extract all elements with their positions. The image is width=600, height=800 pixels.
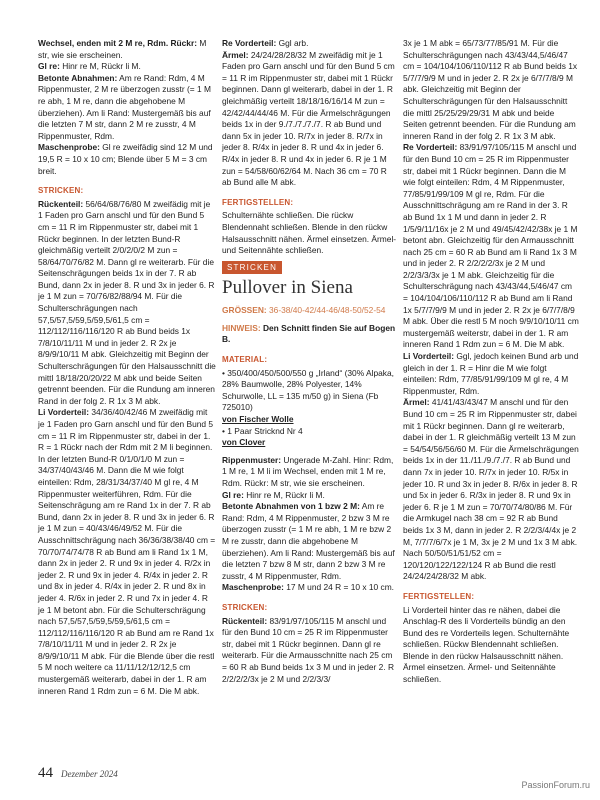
sizes-label: GRÖSSEN: [222,305,267,316]
section-heading: MATERIAL: [222,355,268,365]
paragraph-label: Betonte Abnahmen von 1 bzw 2 M: [222,501,360,512]
hint-text: Den Schnitt finden Sie auf Bogen B. [222,322,396,345]
paragraph-label: Rückenteil: [38,198,84,209]
hint-line [222,323,397,346]
material-brand: von Clover [222,437,266,448]
paragraph-label: Re Vorderteil: [403,142,458,153]
text-column-2 [222,38,397,685]
sizes-value: 36-38/40-42/44-46/48-50/52-54 [269,305,386,316]
paragraph: Re Vorderteil: 83/91/97/105/115 M anschl und für den Bund 10 cm = 25 R im Rippenmuster str, dabei mit 1 Rückr beginnen. Dann die M wie folgt einteilen: Rdm, 4 M Rippenmuster, 77/85/91/99/109 M gl re, Rdm. Für die Ausschnittschrägung am re Rand in der 3. R ab Bund 1x 1 M und dann in jeder 2. R 1/5/9/11/16x je 2 M und 49/45/42/42/38x je 1 M betont abn. Gleichzeitig für den Armausschnitt nach 25 cm = 60 R ab Bund am li Rand 1x 3 M und in jeder 2. R 2/2/2/2/3x je 2 M und 2/2/3/3/3x je 1 M abk. Gleichzeitig für die Schulterschrägung nach 43/43/44,5/46/47 cm = 104/104/106/110/112 R ab Bund am li Rand 1x 5/7/7/9/9 M und in jeder 2. R 2x je 6/7/7/8/9 M abk. Über die restl 5 M noch 9/9/10/10/11 cm mustergemäß weiterstr, dabei in der 1. R am inneren Rand 1 Rdm zun = 6 M. Die M abk. [403,142,579,350]
material-item: • 350/400/450/500/550 g „Irland“ (30% Alpaka, 28% Baumwolle, 28% Polyester, 14% Schurwolle, LL = 135 m/50 g) in Siena (Fb 725010) [222,367,394,413]
paragraph: Maschenprobe: Gl re zweifädig sind 12 M und 19,5 R = 10 x 10 cm; Blende über 5 M = 3 cm breit. [38,142,213,176]
paragraph: Maschenprobe: 17 M und 24 R = 10 x 10 cm. [222,582,395,593]
category-tag: STRICKEN [222,261,282,275]
hint-label: HINWEIS: [222,322,261,333]
material-item: • 1 Paar Stricknd Nr 4 [222,425,303,436]
section-heading: STRICKEN: [38,186,84,196]
paragraph: Ärmel: 41/41/43/43/47 M anschl und für den Bund 10 cm = 25 R im Rippenmuster str, dabei mit 1 Rückr beginnen. Dann gl re weiterarb, dabei in der 1. R gleichmäßig verteilt 13 M zun = 54/54/56/56/60 M. Für die Ärmelschrägungen beids 1x in der 11./11./9./7./7. R ab Bund und dann 7x in jeder 10. R/7x in jeder 10. R/5x in jeder 10. R und 3x in jeder 8. R/6x in jeder 8. R und 5x in jeder 6. R/3x in jeder 8. R und 9x in jeder 6. R je 1 M zun = 70/70/74/80/86 M. Für die Armkugel nach 38 cm = 92 R ab Bund beids 1x 3 M, dann in jeder 2. R 2/2/3/4/4x je 2 M, 7/7/7/6/7x je 1 M, 3x je 2 M und 1x 3 M abk. Nach 50/50/51/51/52 cm = 120/120/122/122/124 R ab Bund die restl 24/24/24/28/32 M abk. [403,397,579,582]
paragraph-label: Maschenprobe: [222,582,284,593]
sizes-line [222,305,397,317]
section-heading: FERTIGSTELLEN: [403,591,475,601]
paragraph-label: Rückenteil: [222,615,268,626]
paragraph: Gl re: Hinr re M, Rückr li M. [38,61,141,72]
section-heading: STRICKEN: [222,602,268,612]
paragraph: Betonte Abnahmen von 1 bzw 2 M: Am re Rand: Rdm, 4 M Rippenmuster, 2 bzw 3 M re überzogen zusstr (= 1 M re abh, 1 M re bzw 2 M re zusstr, dann die abgehobene M überziehen). Am li Rand: Mustergemäß bis auf die letzten 7 bzw 8 M str, dann 2 bzw 3 M re zusstr, 4 M Rippenmuster, Rdm. [222,501,395,581]
paragraph: Li Vorderteil: Ggl, jedoch keinen Bund arb und gleich in der 1. R = Hinr die M wie folgt einteilen: Rdm, 77/85/91/99/109 M gl re, 4 M Rippenmuster, Rdm. [403,351,579,396]
paragraph: Li Vorderteil hinter das re nähen, dabei die Anschlag-R des li Vorderteils bündig an den Bund des re Vorderteils legen. Schulternähte schließen. Rückw Blendennaht schließen. Blende in den rückw Halsausschnitt nähen. Ärmel einsetzen. Ärmel- und Seitennähte schließen. [403,604,570,685]
paragraph-label: Re Vorderteil: [222,38,277,48]
paragraph: Schulternähte schließen. Die rückw Blendennaht schließen. Blende in den rückw Halsausschnitt nähen. Ärmel einsetzen. Ärmel- und Seitennähte schließen. [222,210,397,256]
page-number: 44 [38,765,53,781]
section-heading: FERTIGSTELLEN: [222,197,294,207]
material-brand: von Fischer Wolle [222,414,294,425]
paragraph-label: Rippenmuster: [222,454,282,465]
text-column-3 [403,38,579,686]
paragraph: Betonte Abnahmen: Am re Rand: Rdm, 4 M Rippenmuster, 2 M re überzogen zusstr (= 1 M re abh, 1 M re, dann die abgehobene M überziehen). Am li Rand: Mustergemäß bis auf die letzten 7 M str, dann 2 M re zusstr, 4 M Rippenmuster, Rdm. [38,72,211,141]
paragraph-label: Ärmel: [222,49,249,60]
paragraph: Ärmel: 24/24/28/28/32 M zweifädig mit je 1 Faden pro Garn anschl und für den Bund 5 cm = 11 R im Rippenmuster str, dabei mit 1 Rückr beginnen. Dann gl weiterarb, dabei in der 1. R gleichmäßig verteilt 18/18/16/16/14 M zun = 42/42/44/44/46 M. Für die Ärmelschrägungen beids 1x in der 9./7./7./7./7. R ab Bund und dann 5x in jeder 10. R/7x in jeder 8. R/7x in jeder 8. R/4x in jeder 8. R und 4x in jeder 6. R/4x in jeder 8. R und 4x in jeder 6. R je 1 M zun = 54/58/60/62/64 M. Nach 36 cm = 70 R ab Bund alle M abk. [222,49,395,188]
paragraph: 3x je 1 M abk = 65/73/77/85/91 M. Für die Schulterschrägungen nach 43/43/44,5/46/47 cm = 104/104/106/110/112 R ab Bund beids 1x 5/7/7/9/9 M und in jeder 2. R 2x je 6/7/7/8/9 M abk. Gleichzeitig mit Beginn der Schulterschrägungen für den Halsausschnitt die mittl 25/25/29/29/31 M abk und beide Seiten getrennt beenden. Für die Rundung am inneren Rand in der folg 2. R 1x 3 M abk. [403,38,578,141]
paragraph: Rückenteil: 56/64/68/76/80 M zweifädig mit je 1 Faden pro Garn anschl und für den Bund 5 cm = 11 R im Rippenmuster str, dabei mit 1 Rückr beginnen. In der letzten Bund-R gleichmäßig verteilt 2/0/2/0/2 M zun = 58/64/70/76/82 M. Dann gl re weiterarb. Für die Seitenschrägungen beids 1x in der 7. R ab Bund, dann 2x in jeder 8. R und 3x in jeder 6. R je 1 M zun = 70/76/82/88/94 M. Für die Schulterschrägungen nach 57,5/57,5/59,5/59,5/61,5 cm = 112/112/116/116/120 R ab Bund beids 1x 7/8/10/11/11 M und in jeder 2. R 2x je 8/9/9/10/11 M abk. Gleichzeitig mit Beginn der Schulterschrägungen für den Halsausschnitt die mittl 18/18/20/20/22 M abk und beide Seiten getrennt beenden. Für die Rundung am inneren Rand in der folg 2. R 1x 3 M abk. [38,198,216,406]
paragraph-label: Wechsel, enden mit 2 M re, Rdm. Rückr: [38,38,198,48]
paragraph: Rippenmuster: Ungerade M-Zahl. Hinr: Rdm, 1 M re, 1 M li im Wechsel, enden mit 1 M re, Rdm. Rückr: M str, wie sie erscheinen. [222,454,394,488]
paragraph-label: Li Vorderteil: [403,351,455,362]
paragraph-label: Betonte Abnahmen: [38,72,118,83]
article-title: Pullover in Siena [222,277,353,299]
paragraph-label: Ärmel: [403,397,430,408]
paragraph-label: Gl re: [222,489,244,500]
watermark: PassionForum.ru [521,780,590,790]
paragraph-label: Gl re: [38,61,60,72]
paragraph: Gl re: Hinr re M, Rückr li M. [222,489,325,500]
issue-date: Dezember 2024 [61,769,118,779]
paragraph-label: Li Vorderteil: [38,407,90,418]
text-column-1 [38,38,216,697]
paragraph-label: Maschenprobe: [38,142,100,153]
page-footer [38,765,118,782]
paragraph: Wechsel, enden mit 2 M re, Rdm. Rückr: M str, wie sie erscheinen. [38,38,207,60]
paragraph: Rückenteil: 83/91/97/105/115 M anschl und für den Bund 10 cm = 25 R im Rippenmuster str, dabei mit 1 Rückr beginnen. Dann gl re weiterarb. Für die Armausschnitte nach 25 cm = 60 R ab Bund beids 1x 3 M und in jeder 2. R 2/2/2/2/3x je 2 M und 2/2/3/3/ [222,615,395,684]
paragraph: Re Vorderteil: Ggl arb. [222,38,309,48]
paragraph: Li Vorderteil: 34/36/40/42/46 M zweifädig mit je 1 Faden pro Garn anschl und für den Bund 5 cm = 11 R im Rippenmuster str, dabei in der 1. R = 1 Rückr nach der Rdm mit 2 M li beginnen. In der letzten Bund-R 0/1/0/1/0 M zun = 34/37/40/43/46 M. Dann die M wie folgt einteilen: Rdm, 28/31/34/37/40 M gl re, 4 M Rippenmuster weiterführen, Rdm. Für die Seitenschrägung am re Rand 1x in der 7. R ab Bund, dann 2x in jeder 8. R und 3x in jeder 6. R je 1 M zun = 40/43/46/49/52 M. Für die Ausschnittschrägung nach 36/36/38/38/40 cm = 70/70/74/74/78 R ab Bund am li Rand 1x 1 M, dann 2x in jeder 2. R und 9x in jeder 4. R/2x in jeder 2. R und 9x in jeder 4. R/4x in jeder 2. R und 8x in jeder 4. R/4x in jeder 2. R und 8x in jeder 4. R/6x in jeder 2. R und 7x in jeder 4. R je 1 M betont abn. Für die Schulterschrägung nach 57,5/57,5/59,5/59,5/61,5 cm = 112/112/116/116/120 R ab Bund am re Rand 1x 7/8/10/11/11 M und in jeder 2. R 2x je 8/9/9/10/11 M abk. Für die Blende über die restl 5 M noch weitere ca 11/11/12/12/12,5 cm mustergemäß weiterarb, dabei in der 1. R am inneren Rand 1 Rdm zun = 6 M. Die M abk. [38,407,216,696]
